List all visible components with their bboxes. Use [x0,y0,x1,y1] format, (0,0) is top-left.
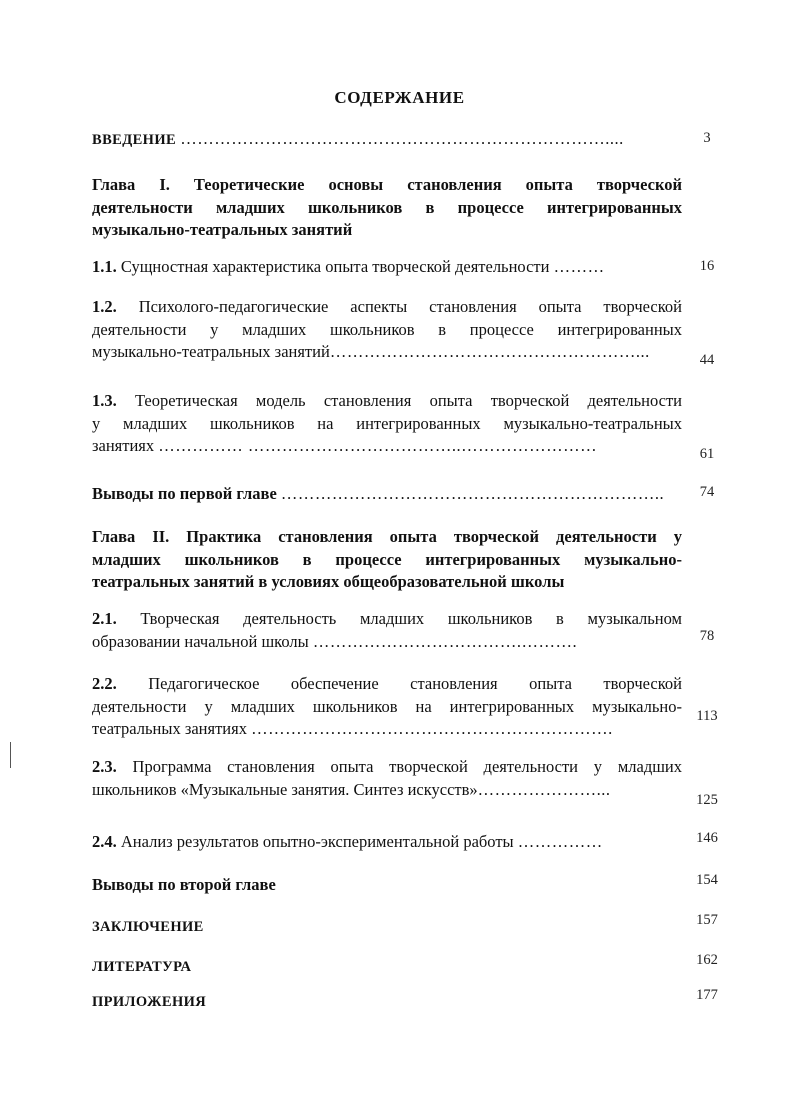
section-number: 2.2. [92,674,117,693]
chapter-line: младших школьников в процессе интегрированных музыкально- [92,549,682,569]
toc-label: ЛИТЕРАТУРА [92,959,192,975]
toc-page-number: 154 [696,872,718,888]
section-title-line: у младших школьников на интегрированных музыкально-театральных [92,413,682,433]
section-title-line: деятельности у младших школьников в процессе интегрированных [92,319,682,339]
chapter-line: деятельности младших школьников в процессе интегрированных [92,197,682,217]
section-title-line: музыкально-театральных занятий [92,342,330,361]
section-title-line: занятиях [92,436,155,455]
section-title: Педагогическое обеспечение становления опыта творческой [148,674,682,693]
toc-page-number: 44 [699,352,715,368]
toc-chapter-1 [92,174,682,242]
toc-page-number: 125 [696,792,718,808]
toc-entry-conclusions-2 [92,874,682,897]
toc-page-number: 74 [699,484,715,500]
toc-leader: …………………... [477,779,611,799]
section-title: Психолого-педагогические аспекты становления опыта творческой [138,297,682,316]
margin-mark [10,742,11,768]
section-title: Анализ результатов опытно-экспериментальной работы [120,832,514,851]
toc-entry-intro [92,128,682,152]
toc-page-number: 113 [696,708,718,724]
toc-leader: ………………………………………………... [329,342,650,361]
toc-leader: ………………………………………………………. [251,719,613,738]
toc-page-number: 162 [696,952,718,968]
toc-entry-1-1 [92,256,682,279]
toc-page-number: 16 [699,258,715,274]
toc-entry-2-1 [92,608,682,653]
section-number: 2.1. [92,609,117,628]
toc-entry-2-2 [92,673,682,741]
section-title: Творческая деятельность младших школьников в музыкальном [140,609,682,628]
toc-label: ВВЕДЕНИЕ [92,132,177,148]
section-title-line: театральных занятиях [92,719,247,738]
toc-entry-1-2 [92,296,682,364]
chapter-line: театральных занятий в условиях общеобразовательной школы [92,572,565,591]
section-number: 2.4. [92,832,117,851]
section-title-line: деятельности у младших школьников на интегрированных музыкально- [92,696,682,716]
page-title: СОДЕРЖАНИЕ [334,88,465,107]
toc-leader: …………… [517,832,603,851]
toc-leader: ………………………………………………………….. [280,484,665,503]
toc-page-number: 3 [703,130,711,146]
toc-leader: ………………………………………………………………….... [180,129,624,148]
section-number: 1.1. [92,257,117,276]
toc-leader: ……………………………….………. [312,631,578,651]
section-title: Теоретическая модель становления опыта творческой деятельности [134,391,682,410]
toc-entry-literature [92,955,682,979]
toc-page-number: 78 [699,628,715,644]
toc-page-number: 177 [696,987,718,1003]
toc-leader: ……… [553,257,605,276]
chapter-line: Глава I. Теоретические основы становления опыта творческой [92,175,682,194]
toc-page-number: 61 [699,446,715,462]
section-number: 2.3. [92,757,117,776]
toc-entry-2-3 [92,756,682,801]
toc-label: Выводы по первой главе [92,484,277,503]
toc-leader: …………… ………………………………..…………………… [158,436,598,455]
toc-entry-1-3 [92,390,682,458]
section-title: Программа становления опыта творческой деятельности у младших [132,757,682,776]
toc-entry-conclusions-1 [92,483,682,506]
chapter-line: музыкально-театральных занятий [92,220,353,239]
section-title-line: школьников «Музыкальные занятия. Синтез искусств» [92,779,478,799]
toc-entry-conclusion [92,915,682,939]
toc-chapter-2 [92,526,682,594]
toc-page-number: 157 [696,912,718,928]
toc-page-number: 146 [696,830,718,846]
section-number: 1.2. [92,297,117,316]
toc-label: ЗАКЛЮЧЕНИЕ [92,919,204,935]
section-title: Сущностная характеристика опыта творческой деятельности [120,257,550,276]
toc-label: ПРИЛОЖЕНИЯ [92,994,207,1010]
toc-entry-appendices [92,990,682,1014]
toc-label: Выводы по второй главе [92,875,276,894]
toc-entry-2-4 [92,831,682,854]
section-title-line: образовании начальной школы [92,631,309,651]
section-number: 1.3. [92,391,117,410]
chapter-line: Глава II. Практика становления опыта творческой деятельности у [92,527,682,546]
